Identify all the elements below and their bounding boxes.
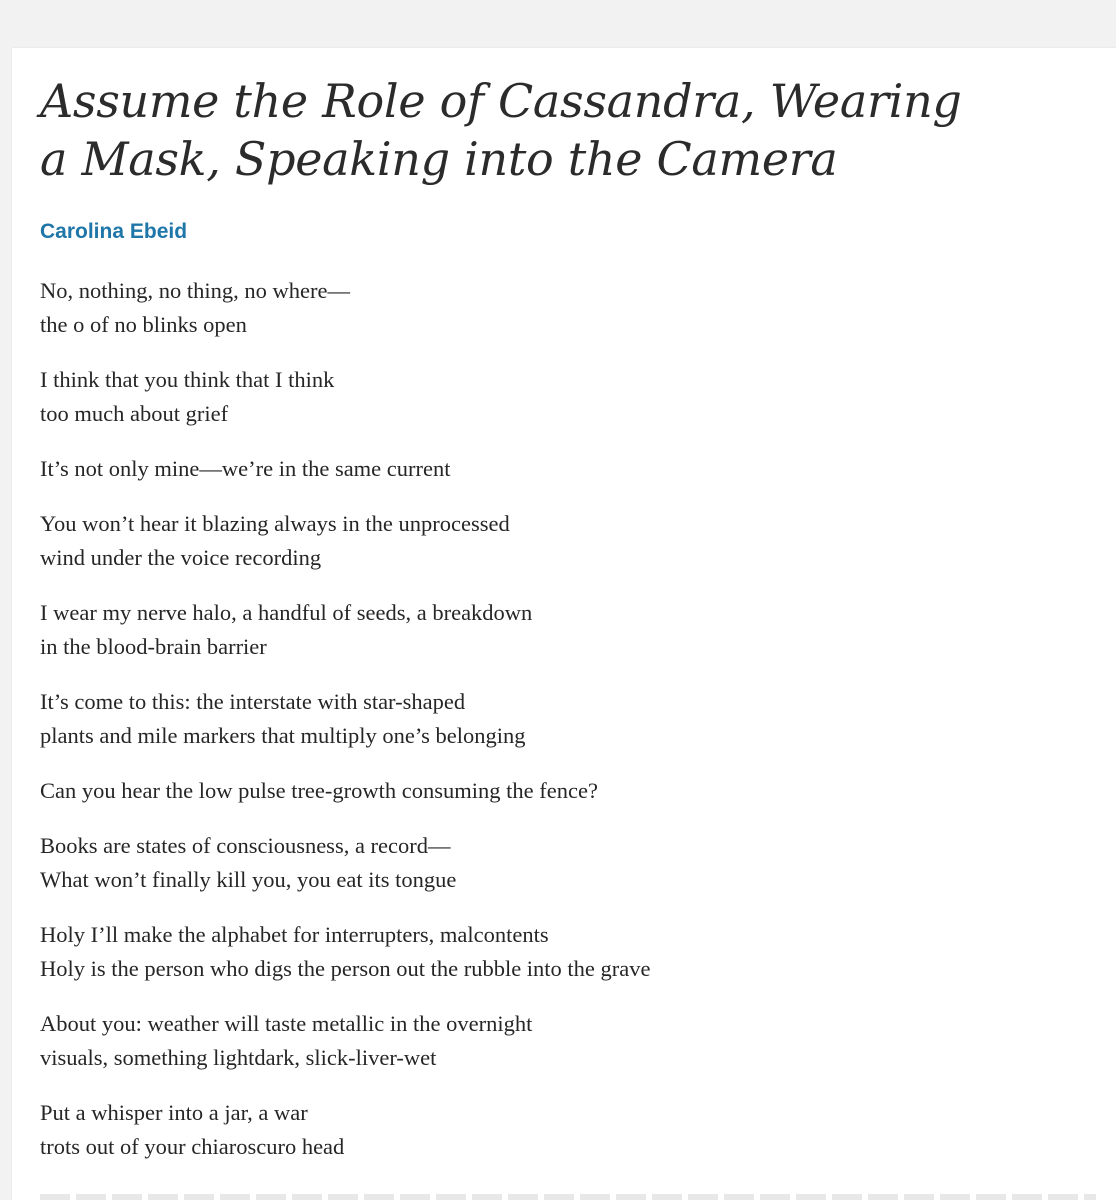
- poem-title-line: a Mask, Speaking into the Camera: [40, 132, 838, 186]
- poem-line: Holy I’ll make the alphabet for interrupters, malcontents: [40, 922, 549, 947]
- poem-line: It’s come to this: the interstate with star-shaped: [40, 689, 466, 714]
- poem-line: visuals, something lightdark, slick-liver-wet: [40, 1045, 437, 1070]
- poem-line: Books are states of consciousness, a record—: [40, 833, 451, 858]
- cropped-footer-text: [40, 1194, 1096, 1200]
- poem-line: What won’t finally kill you, you eat its tongue: [40, 867, 457, 892]
- stanza-8: [40, 829, 1100, 897]
- poem-line: About you: weather will taste metallic in the overnight: [40, 1011, 533, 1036]
- poem-body: [40, 274, 1100, 1164]
- author-link[interactable]: Carolina Ebeid: [40, 220, 188, 243]
- poem-line: You won’t hear it blazing always in the unprocessed: [40, 511, 510, 536]
- poem-title: [40, 72, 1100, 188]
- stanza-6: [40, 685, 1100, 753]
- poem-line: No, nothing, no thing, no where—: [40, 278, 350, 303]
- poem-line: I wear my nerve halo, a handful of seeds, a breakdown: [40, 600, 533, 625]
- poem-page: [12, 48, 1116, 1200]
- stanza-2: [40, 363, 1100, 431]
- poem-line: trots out of your chiaroscuro head: [40, 1134, 345, 1159]
- poem-line: It’s not only mine—we’re in the same current: [40, 456, 451, 481]
- poem-content: [40, 48, 1100, 1185]
- stanza-7: [40, 774, 1100, 808]
- poem-line: I think that you think that I think: [40, 367, 335, 392]
- poem-line: Holy is the person who digs the person out the rubble into the grave: [40, 956, 651, 981]
- poem-line: plants and mile markers that multiply one’s belonging: [40, 723, 526, 748]
- poem-line: in the blood-brain barrier: [40, 634, 267, 659]
- stanza-11: [40, 1096, 1100, 1164]
- poem-line: too much about grief: [40, 401, 229, 426]
- poem-line: Can you hear the low pulse tree-growth consuming the fence?: [40, 778, 598, 803]
- poem-title-line: Assume the Role of Cassandra, Wearing: [40, 74, 962, 128]
- stanza-10: [40, 1007, 1100, 1075]
- stanza-3: [40, 452, 1100, 486]
- stanza-1: [40, 274, 1100, 342]
- poem-line: Put a whisper into a jar, a war: [40, 1100, 308, 1125]
- stanza-4: [40, 507, 1100, 575]
- poem-line: the o of no blinks open: [40, 312, 247, 337]
- stanza-5: [40, 596, 1100, 664]
- poem-line: wind under the voice recording: [40, 545, 322, 570]
- stanza-9: [40, 918, 1100, 986]
